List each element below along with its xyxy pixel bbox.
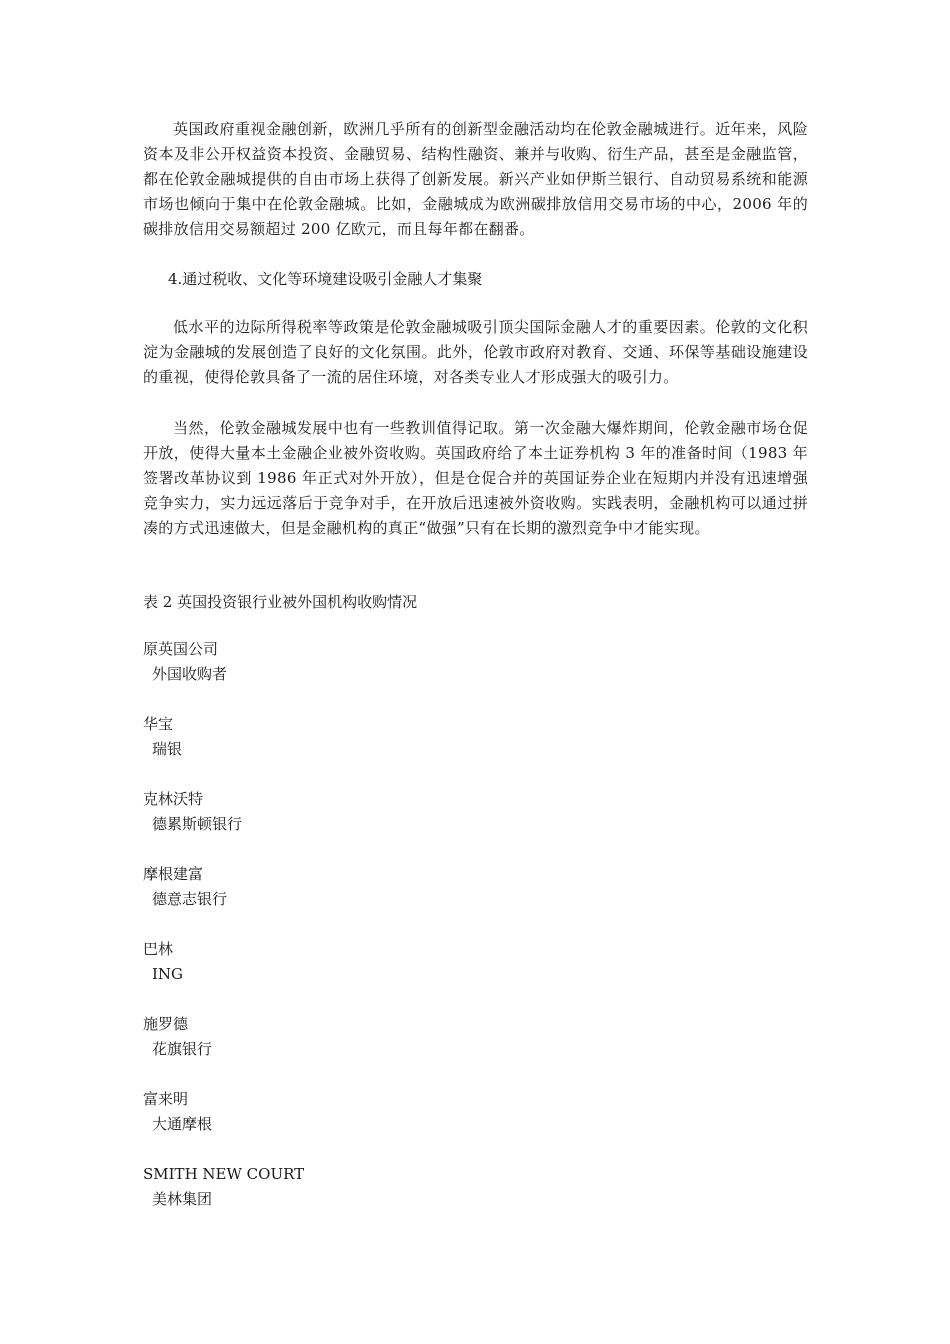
paragraph-tax-culture: 低水平的边际所得税率等政策是伦敦金融城吸引顶尖国际金融人才的重要因素。伦敦的文化积淀为金融城的发展创造了良好的文化氛围。此外，伦敦市政府对教育、交通、环保等基础设施建设的重视，使得伦敦具备了一流的居住环境，对各类专业人才形成强大的吸引力。: [143, 318, 808, 386]
table-cell-uk-company: 富来明: [143, 1090, 189, 1108]
acquisition-table: [143, 637, 543, 1237]
table-row: [143, 1087, 543, 1162]
table-row: [143, 1162, 543, 1237]
table-cell-acquirer: 美林集团: [152, 1190, 213, 1208]
table-row: [143, 1012, 543, 1087]
table-cell-acquirer: 瑞银: [152, 740, 183, 758]
table-row: [143, 937, 543, 1012]
table-cell-uk-company: 施罗德: [143, 1015, 189, 1033]
table-cell-uk-company: SMITH NEW COURT: [143, 1165, 305, 1183]
paragraph-lessons: 当然，伦敦金融城发展中也有一些教训值得记取。第一次金融大爆炸期间，伦敦金融市场仓促开放，使得大量本土金融企业被外资收购。英国政府给了本土证券机构 3 年的准备时间（1983 年签署改革协议到 1986 年正式对外开放），但是仓促合并的英国证券企业在短期内并没有迅速增强竞争实力，实力远远落后于竞争对手，在开放后迅速被外资收购。实践表明，金融机构可以通过拼凑的方式迅速做大，但是金融机构的真正“做强”只有在长期的激烈竞争中才能实现。: [143, 419, 808, 537]
table-row: [143, 637, 543, 712]
table-cell-uk-company: 克林沃特: [143, 790, 204, 808]
table-cell-acquirer: 大通摩根: [152, 1115, 213, 1133]
table-cell-acquirer: 德意志银行: [152, 890, 228, 908]
table-cell-uk-company: 华宝: [143, 715, 174, 733]
table-cell-acquirer: 外国收购者: [152, 665, 228, 683]
table-cell-uk-company: 原英国公司: [143, 640, 219, 658]
table-row: [143, 787, 543, 862]
table-caption: 表 2 英国投资银行业被外国机构收购情况: [143, 593, 418, 611]
section-heading-talent: 4.通过税收、文化等环境建设吸引金融人才集聚: [168, 270, 483, 288]
table-row: [143, 862, 543, 937]
table-cell-acquirer: 花旗银行: [152, 1040, 213, 1058]
paragraph-financial-innovation: 英国政府重视金融创新，欧洲几乎所有的创新型金融活动均在伦敦金融城进行。近年来，风险资本及非公开权益资本投资、金融贸易、结构性融资、兼并与收购、衍生产品，甚至是金融监管，都在伦敦金融城提供的自由市场上获得了创新发展。新兴产业如伊斯兰银行、自动贸易系统和能源市场也倾向于集中在伦敦金融城。比如，金融城成为欧洲碳排放信用交易市场的中心，2006 年的碳排放信用交易额超过 200 亿欧元，而且每年都在翻番。: [143, 120, 808, 238]
table-cell-uk-company: 巴林: [143, 940, 174, 958]
table-cell-uk-company: 摩根建富: [143, 865, 204, 883]
table-cell-acquirer: ING: [152, 965, 184, 983]
table-row: [143, 712, 543, 787]
table-cell-acquirer: 德累斯顿银行: [152, 815, 243, 833]
